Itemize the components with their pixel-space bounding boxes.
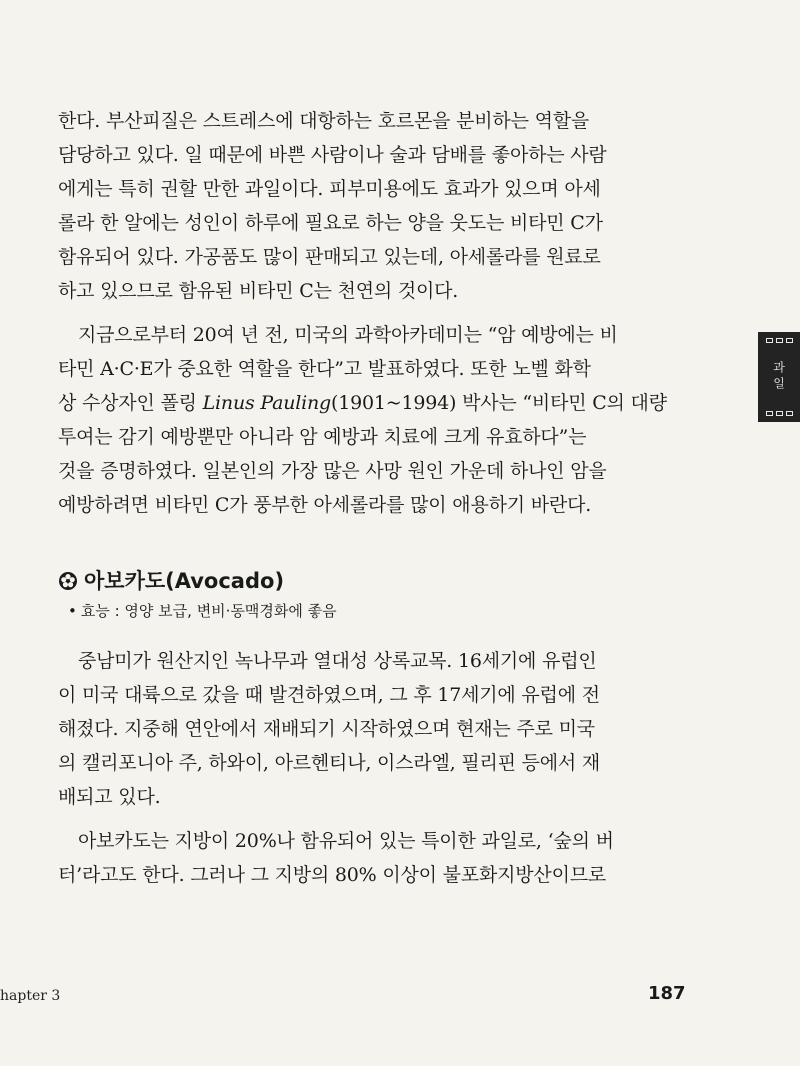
chapter-side-tab — [758, 332, 800, 422]
text-line — [58, 386, 688, 420]
text-line: 배되고 있다. — [58, 786, 161, 808]
text-line: 것을 증명하였다. 일본인의 가장 많은 사망 원인 가운데 하나인 암을 — [58, 460, 607, 482]
text-line: 담당하고 있다. 일 때문에 바쁜 사람이나 술과 담배를 좋아하는 사람 — [58, 144, 607, 166]
text-line: 해졌다. 지중해 연안에서 재배되기 시작하였으며 현재는 주로 미국 — [58, 718, 595, 740]
paragraph-gap — [58, 814, 688, 824]
text-line: 하고 있으므로 함유된 비타민 C는 천연의 것이다. — [58, 280, 459, 302]
text-line: 아보카도는 지방이 20%나 함유되어 있는 특이한 과일로, ‘숲의 버 — [78, 830, 614, 852]
text-line: 중남미가 원산지인 녹나무과 열대성 상록교목. 16세기에 유럽인 — [78, 650, 597, 672]
effect-bullet: • — [68, 602, 77, 620]
tab-dots-top — [766, 338, 793, 343]
text-line: 이 미국 대륙으로 갔을 때 발견하였으며, 그 후 17세기에 유럽에 전 — [58, 684, 600, 706]
text-line: 함유되어 있다. 가공품도 많이 판매되고 있는데, 아세롤라를 원료로 — [58, 246, 601, 268]
text-line: 한다. 부산피질은 스트레스에 대항하는 호르몬을 분비하는 역할을 — [58, 110, 590, 132]
page-number: 187 — [648, 983, 686, 1004]
effect-text: 효능 : 영양 보급, 변비·동맥경화에 좋음 — [80, 602, 337, 620]
footer-chapter-label: hapter 3 — [0, 988, 61, 1004]
section-heading — [58, 564, 688, 598]
text-line: 지금으로부터 20여 년 전, 미국의 과학아카데미는 “암 예방에는 비 — [78, 324, 618, 346]
text-line: 의 캘리포니아 주, 하와이, 아르헨티나, 이스라엘, 필리핀 등에서 재 — [58, 752, 601, 774]
text-span: (1901~1994) 박사는 “비타민 C의 대량 — [331, 392, 667, 414]
side-tab-label: 과일 — [771, 361, 786, 393]
latin-name: Linus Pauling — [202, 392, 332, 414]
page-body — [58, 104, 688, 892]
tab-dots-bottom — [766, 411, 793, 416]
text-line: 투여는 감기 예방뿐만 아니라 암 예방과 치료에 크게 유효하다”는 — [58, 426, 587, 448]
text-span: 상 수상자인 폴링 — [58, 392, 203, 414]
text-line: 예방하려면 비타민 C가 풍부한 아세롤라를 많이 애용하기 바란다. — [58, 494, 592, 516]
text-line: 타민 A·C·E가 중요한 역할을 한다”고 발표하였다. 또한 노벨 화학 — [58, 358, 591, 380]
text-line: 에게는 특히 권할 만한 과일이다. 피부미용에도 효과가 있으며 아세 — [58, 178, 601, 200]
text-line: 롤라 한 알에는 성인이 하루에 필요로 하는 양을 웃도는 비타민 C가 — [58, 212, 603, 234]
paragraph-gap — [58, 308, 688, 318]
top-paragraphs — [58, 104, 688, 522]
text-line: 터’라고도 한다. 그러나 그 지방의 80% 이상이 불포화지방산이므로 — [58, 864, 607, 886]
effect-line — [58, 598, 688, 624]
section-title: 아보카도(Avocado) — [84, 569, 285, 593]
flower-icon — [58, 571, 78, 591]
bottom-paragraphs — [58, 644, 688, 892]
